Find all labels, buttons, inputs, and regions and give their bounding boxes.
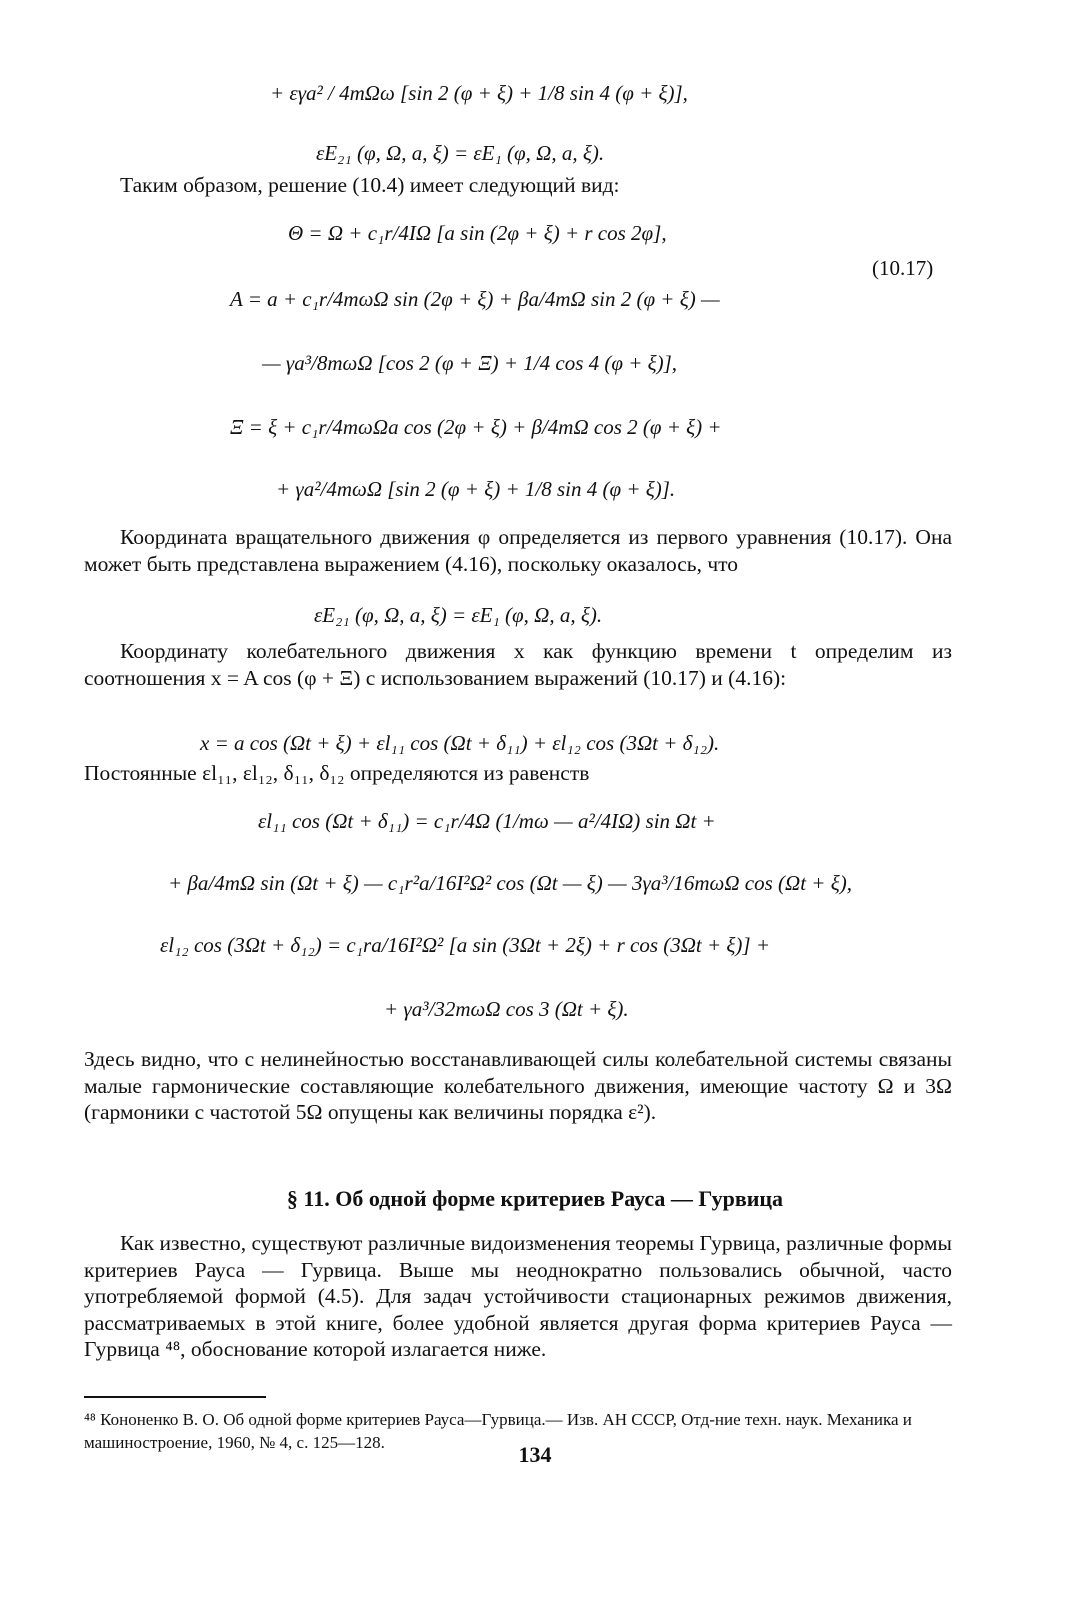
equation-e4: x = a cos (Ωt + ξ) + εl₁₁ cos (Ωt + δ₁₁) + εl₁₂ cos (3Ωt + δ₁₂). <box>200 731 720 755</box>
equation-l2: + βa/4mΩ sin (Ωt + ξ) — c₁r²a/16I²Ω² cos (Ωt — ξ) — 3γa³/16mωΩ cos (Ωt + ξ), <box>168 871 852 895</box>
paragraph-hurwitz <box>84 1230 952 1363</box>
paragraph-constants <box>84 760 952 787</box>
equation-l3: εl₁₂ cos (3Ωt + δ₁₂) = c₁ra/16I²Ω² [a sin (3Ωt + 2ξ) + r cos (3Ωt + ξ)] + <box>160 933 771 957</box>
paragraph-p3: Координату колебательного движения x как функцию времени t определим из соотношения x = A cos (φ + Ξ) с использованием выражений (10.17) и (4.16): <box>84 639 952 690</box>
equation-l1: εl₁₁ cos (Ωt + δ₁₁) = c₁r/4Ω (1/mω — a²/4IΩ) sin Ωt + <box>258 809 716 833</box>
paragraph-p2: Координата вращательного движения φ определяется из первого уравнения (10.17). Она может быть представлена выражением (4.16), поскольку оказалось, что <box>84 525 952 576</box>
paragraph-oscillation <box>84 638 952 691</box>
paragraph-p1: Таким образом, решение (10.4) имеет следующий вид: <box>120 173 620 197</box>
footnote-divider <box>84 1396 266 1398</box>
equation-system-line4: Ξ = ξ + c₁r/4mωΩa cos (2φ + ξ) + β/4mΩ cos 2 (φ + ξ) + <box>230 415 722 439</box>
section-heading: § 11. Об одной форме критериев Рауса — Гурвица <box>286 1186 784 1211</box>
footnote: ⁴⁸ Кононенко В. О. Об одной форме критериев Рауса—Гурвица.— Изв. АН СССР, Отд-ние техн. наук. Механика и машиностроение, 1960, № 4, с. 125—128. <box>84 1410 912 1452</box>
equation-system-line2: A = a + c₁r/4mωΩ sin (2φ + ξ) + βa/4mΩ sin 2 (φ + ξ) — <box>230 287 720 311</box>
equation-system-line3: — γa³/8mωΩ [cos 2 (φ + Ξ) + 1/4 cos 4 (φ + ξ)], <box>262 351 678 375</box>
paragraph-rotation <box>84 524 952 577</box>
equation-system-line5: + γa²/4mωΩ [sin 2 (φ + ξ) + 1/8 sin 4 (φ + ξ)]. <box>276 477 676 501</box>
paragraph-intro <box>84 172 952 199</box>
equation-system-line1: Θ = Ω + c₁r/4IΩ [a sin (2φ + ξ) + r cos 2φ], <box>288 221 667 245</box>
paragraph-p5: Здесь видно, что с нелинейностью восстанавливающей силы колебательной системы связаны малые гармонические составляющие колебательного движения, имеющие частоту Ω и 3Ω (гармоники с частотой 5Ω опущены как величины порядка ε²). <box>84 1047 952 1124</box>
equation-number: (10.17) <box>872 256 934 280</box>
paragraph-harmonics <box>84 1046 952 1126</box>
paragraph-p4: Постоянные εl₁₁, εl₁₂, δ₁₁, δ₁₂ определяются из равенств <box>84 761 590 785</box>
page-number: 134 <box>518 1442 552 1467</box>
equation-e3: εE₂₁ (φ, Ω, a, ξ) = εE₁ (φ, Ω, a, ξ). <box>314 603 603 627</box>
equation-e2: εE₂₁ (φ, Ω, a, ξ) = εE₁ (φ, Ω, a, ξ). <box>316 141 605 165</box>
paragraph-p6: Как известно, существуют различные видоизменения теоремы Гурвица, различные формы критериев Рауса — Гурвица. Выше мы неоднократно пользовались обычной, часто употребляемой формой (4.5). Для задач устойчивости стационарных режимов движения, рассматриваемых в этой книге, более удобной является другая форма критериев Рауса — Гурвица ⁴⁸, обоснование которой излагается ниже. <box>84 1231 952 1361</box>
equation-e1: + εγa² / 4mΩω [sin 2 (φ + ξ) + 1/8 sin 4 (φ + ξ)], <box>270 81 688 105</box>
equation-l4: + γa³/32mωΩ cos 3 (Ωt + ξ). <box>384 997 629 1021</box>
